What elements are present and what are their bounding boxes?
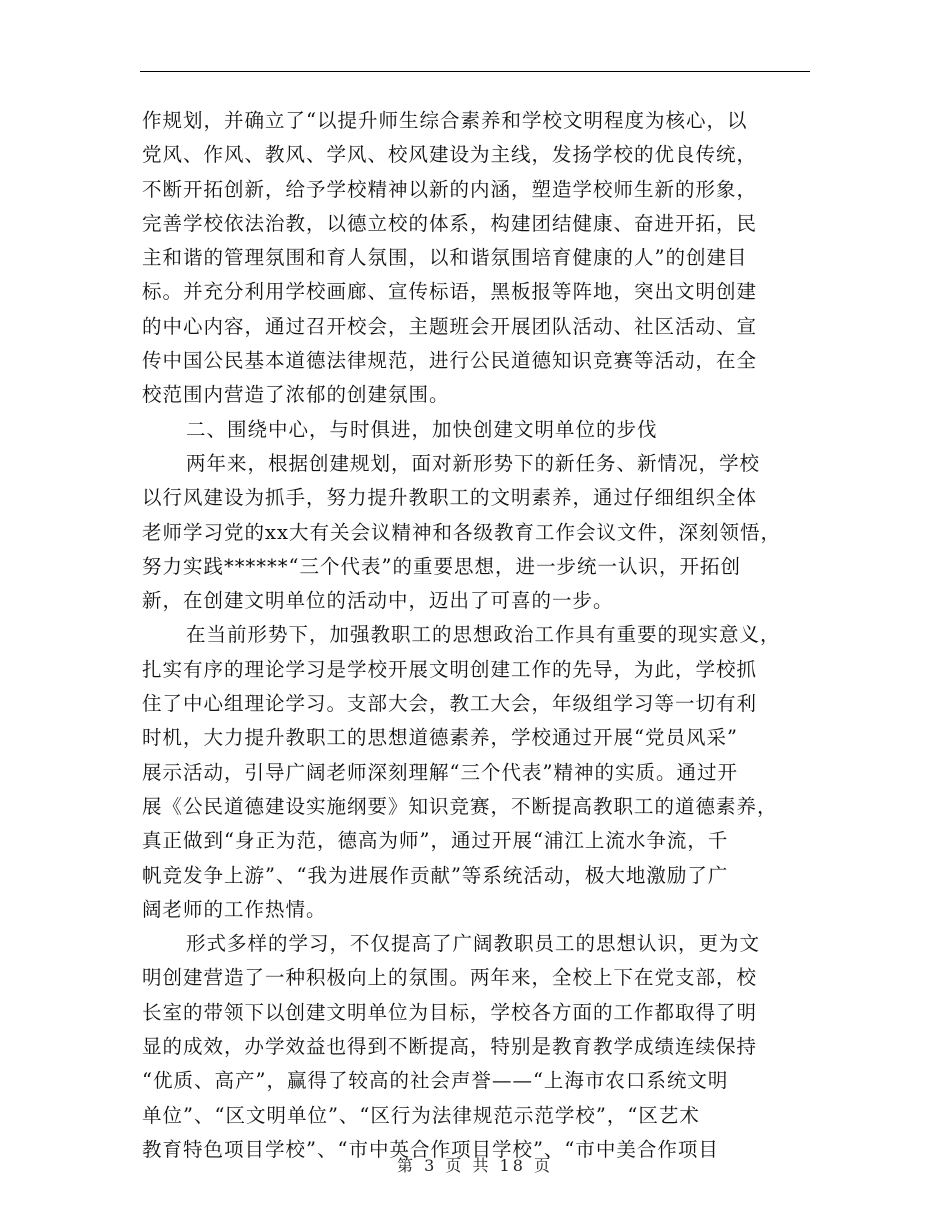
- text-line: 完善学校依法治教，以德立校的体系，构建团结健康、奋进开拓，民: [142, 211, 758, 235]
- text-line: 帆竞发争上游”、“我为进展作贡献”等系统活动，极大地激励了广: [142, 863, 729, 887]
- text-line: 作规划，并确立了“以提升师生综合素养和学校文明程度为核心，以: [142, 109, 748, 132]
- text-line: 党风、作风、教风、学风、校风建设为主线，发扬学校的优良传统，: [142, 143, 758, 167]
- text-line: 传中国公民基本道德法律规范，进行公民道德知识竞赛等活动，在全: [142, 349, 758, 373]
- text-line: 阔老师的工作热情。: [142, 897, 327, 921]
- text-line: 住了中心组理论学习。支部大会，教工大会，年级组学习等一切有利: [142, 692, 758, 716]
- text-line: 以行风建设为抓手，努力提升教职工的文明素养，通过仔细组织全体: [142, 486, 758, 510]
- text-line: 展《公民道德建设实施纲要》知识竞赛，不断提高教职工的道德素养，: [142, 794, 778, 818]
- header-rule: [140, 71, 810, 72]
- text-line: 明创建营造了一种积极向上的氛围。两年来，全校上下在党支部，校: [142, 966, 758, 990]
- text-line: 教育特色项目学校”、“市中英合作项目学校”、“市中美合作项目: [142, 1137, 719, 1161]
- text-line: 的中心内容，通过召开校会，主题班会开展团队活动、社区活动、宣: [142, 314, 758, 338]
- text-line: 长室的带领下以创建文明单位为目标，学校各方面的工作都取得了明: [142, 1000, 758, 1024]
- text-line: 真正做到“身正为范，德高为师”，通过开展“浦江上流水争流，千: [142, 829, 729, 853]
- text-line: 主和谐的管理氛围和育人氛围，以和谐氛围培育健康的人”的创建目: [142, 246, 748, 270]
- text-line: 时机，大力提升教职工的思想道德素养，学校通过开展“党员风采”: [142, 726, 738, 750]
- text-line: “优质、高产”，赢得了较高的社会声誉——“上海市农口系统文明: [142, 1069, 729, 1093]
- page-footer: 第 3 页 共 18 页: [397, 1156, 553, 1175]
- text-line: 展示活动，引导广阔老师深刻理解“三个代表”精神的实质。通过开: [142, 760, 738, 784]
- text-line: 二、围绕中心，与时俱进，加快创建文明单位的步伐: [186, 417, 658, 441]
- body-text: [142, 104, 822, 1167]
- text-line: 不断开拓创新，给予学校精神以新的内涵，塑造学校师生新的形象，: [142, 177, 758, 201]
- text-line: 显的成效，办学效益也得到不断提高，特别是教育教学成绩连续保持: [142, 1035, 758, 1059]
- text-line: 扎实有序的理论学习是学校开展文明创建工作的先导，为此，学校抓: [142, 657, 758, 681]
- text-line: 新，在创建文明单位的活动中，迈出了可喜的一步。: [142, 589, 614, 613]
- text-line: 在当前形势下，加强教职工的思想政治工作具有重要的现实意义，: [186, 623, 781, 647]
- text-line: 两年来，根据创建规划，面对新形势下的新任务、新情况，学校: [186, 451, 761, 475]
- text-line: 形式多样的学习，不仅提高了广阔教职员工的思想认识，更为文: [186, 932, 761, 956]
- text-line: 努力实践******“三个代表”的重要思想，进一步统一认识，开拓创: [142, 554, 741, 578]
- text-line: 单位”、“区文明单位”、“区行为法律规范示范学校”，“区艺术: [142, 1103, 700, 1127]
- text-line: 老师学习党的xx大有关会议精神和各级教育工作会议文件，深刻领悟，: [142, 520, 781, 544]
- text-line: 校范围内营造了浓郁的创建氛围。: [142, 383, 450, 407]
- text-line: 标。并充分利用学校画廊、宣传标语，黑板报等阵地，突出文明创建: [142, 280, 758, 304]
